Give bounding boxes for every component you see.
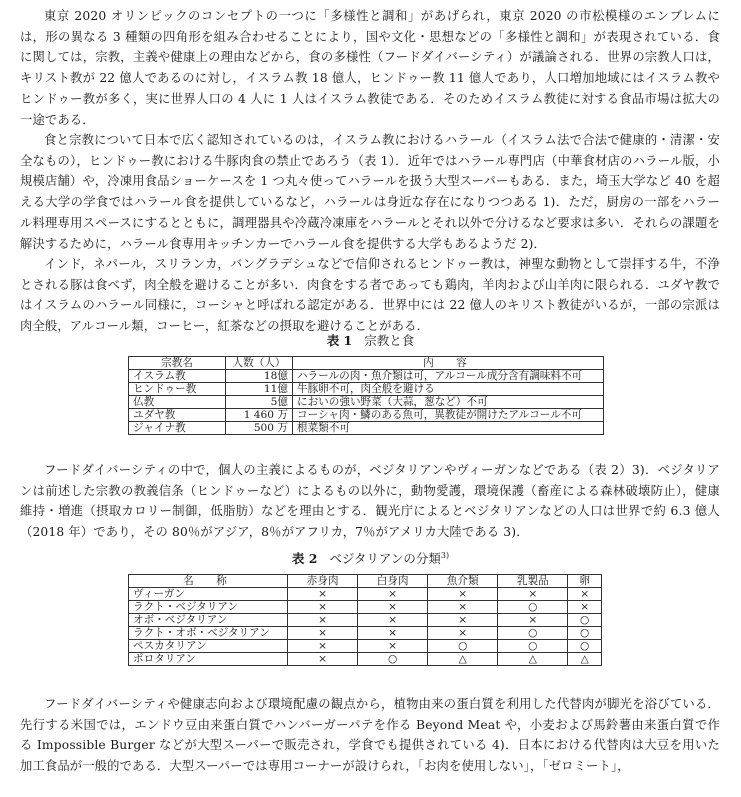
table2-col-red-meat: 赤身肉 [288, 575, 358, 588]
table1-cell: ヒンドゥー教 [129, 383, 226, 396]
table2-cell: ○ [498, 627, 568, 640]
table2-cell: ペスカタリアン [129, 640, 288, 653]
table2-caption [0, 551, 741, 567]
table-row [129, 409, 604, 422]
table2-cell: × [288, 588, 358, 601]
table1-cell: コーシャ肉・鱗のある魚可，異教徒が開けたアルコール不可 [293, 409, 604, 422]
table1-col-content: 内 容 [293, 357, 604, 370]
table2-cell: × [358, 588, 428, 601]
table1-cell: 1 460 万 [226, 409, 293, 422]
table2-cell: ○ [358, 653, 428, 666]
table1-cell: ハラールの肉・魚介類は可，アルコール成分含有調味料不可 [293, 370, 604, 383]
paragraph-2: 食と宗教について日本で広く認知されているのは，イスラム教におけるハラール（イスラム法で合法で健康的・清潔・安全なもの），ヒンドゥー教における牛豚肉食の禁止であろう（表 1）．近年ではハラール専門店（中華食材店のハラール版，小規模店舗）や，冷凍用食品ショーケースを 1 つ丸々使ってハラールを扱う大型スーパーもある．また，埼玉大学など 40 を超える大学の学食ではハラール食を提供しているなど，ハラールは身近な存在になりつつある 1)．ただ，厨房の一部をハラール料理専用スペースにするとともに，調理器具や冷蔵冷凍庫をハラールとそれ以外で分けるなど要求は多い．それらの課題を解決するために，ハラール食専用キッチンカーでハラール食を提供する大学もあるようだ 2)． [20, 133, 720, 251]
table2-cell: × [288, 614, 358, 627]
table2-cell: × [428, 627, 498, 640]
table1-cell: ジャイナ教 [129, 422, 226, 435]
table1-cell: においの強い野菜（大蒜，葱など）不可 [293, 396, 604, 409]
table2-header-row [129, 575, 602, 588]
table1-caption [0, 333, 741, 349]
table-row [129, 653, 602, 666]
table1-cell: 5億 [226, 396, 293, 409]
table2-cell: ○ [498, 601, 568, 614]
table-row [129, 422, 604, 435]
table2-cell: ○ [568, 640, 602, 653]
table1-header-row [129, 357, 604, 370]
paragraph-1: 東京 2020 オリンピックのコンセプトの一つに「多様性と調和」があげられ，東京 2020 の市松模様のエンブレムには，形の異なる 3 種類の四角形を組み合わせることにより，国や文化・思想などの「多様性と調和」が表現されている．食に関しては，宗教，主義や健康上の理由などから，食の多様性（フードダイバーシティ）が議論される．世界の宗教人口は，キリスト教が 22 億人であるのに対し，イスラム教 18 億人，ヒンドゥー教 11 億人であり，人口増加地域にはイスラム教やヒンドゥー教が多く，実に世界人口の 4 人に 1 人はイスラム教徒である．そのためイスラム教徒に対する食品市場は拡大の一途である． [20, 9, 720, 127]
paragraph-3: インド，ネパール，スリランカ，バングラデシュなどで信仰されるヒンドゥー教は，神聖な動物として崇拝する牛，不浄とされる豚は食べず，肉全般を避けることが多い．肉食をする者であっても鶏肉，羊肉および山羊肉に限られる．ユダヤ教ではイスラムのハラール同様に，コーシャと呼ばれる認定がある．世界中には 22 億人のキリスト教徒がいるが，一部の宗派は肉全般，アルコール類，コーヒー，紅茶などの摂取を避けることがある． [20, 257, 720, 334]
table2-cell: × [358, 627, 428, 640]
table2-cell: ラクト・オボ・ベジタリアン [129, 627, 288, 640]
table1-title: 宗教と食 [364, 333, 415, 348]
table1-cell: イスラム教 [129, 370, 226, 383]
table2-cell: × [358, 640, 428, 653]
table2-cell: ○ [498, 640, 568, 653]
table2-cell: △ [498, 653, 568, 666]
table2-cell: △ [568, 653, 602, 666]
table1-cell: 500 万 [226, 422, 293, 435]
table1-cell: 牛豚卵不可，肉全般を避ける [293, 383, 604, 396]
table2-title-ref: 3) [440, 550, 450, 560]
table2-cell: △ [428, 653, 498, 666]
table2-number: 表 2 [291, 551, 318, 566]
table2-cell: ○ [428, 640, 498, 653]
table-row [129, 370, 604, 383]
table-row [129, 627, 602, 640]
table1-cell: 根菜類不可 [293, 422, 604, 435]
table2-cell: × [288, 640, 358, 653]
table2-col-seafood: 魚介類 [428, 575, 498, 588]
table1-col-population: 人数（人） [226, 357, 293, 370]
table-row [129, 614, 602, 627]
table-row [129, 588, 602, 601]
table2-cell: × [358, 614, 428, 627]
table2-cell: × [498, 588, 568, 601]
table1-cell: ユダヤ教 [129, 409, 226, 422]
table2-cell: × [358, 601, 428, 614]
table1-number: 表 1 [326, 333, 353, 348]
table1-cell: 仏教 [129, 396, 226, 409]
table2-cell: × [288, 627, 358, 640]
table2-col-white-meat: 白身肉 [358, 575, 428, 588]
table2-cell: × [498, 614, 568, 627]
table1-cell: 18億 [226, 370, 293, 383]
table2-cell: ○ [568, 627, 602, 640]
table2-cell: オボ・ベジタリアン [129, 614, 288, 627]
table2-cell: ○ [568, 614, 602, 627]
table2-cell: × [428, 614, 498, 627]
table-row [129, 640, 602, 653]
table2-cell: × [568, 601, 602, 614]
paragraph-4: フードダイバーシティの中で，個人の主義によるものが，ベジタリアンやヴィーガンなどである（表 2）3)．ベジタリアンは前述した宗教の教義信条（ヒンドゥーなど）によるもの以外に，動物愛護，環境保護（畜産による森林破壊防止），健康維持・増進（摂取カロリー制御，低脂肪）などを理由とする．観光庁によるとベジタリアンなどの人口は世界で約 6.3 億人（2018 年）であり，その 80％がアジア，8％がアフリカ，7％がアメリカ大陸である 3)． [20, 463, 720, 540]
paragraph-5: フードダイバーシティや健康志向および環境配慮の観点から，植物由来の蛋白質を利用した代替肉が脚光を浴びている．先行する米国では，エンドウ豆由来蛋白質でハンバーガーパテを作る Beyond Meat や，小麦および馬鈴薯由来蛋白質で作る Impossible Burger などが大型スーパーで販売され，学食でも提供されている 4)．日本における代替肉は大豆を用いた加工食品が一般的である．大型スーパーでは専用コーナーが設けられ，「お肉を使用しない」，「ゼロミート」， [20, 697, 720, 774]
table2-cell: × [568, 588, 602, 601]
table2-cell: × [288, 653, 358, 666]
table2-cell: × [288, 601, 358, 614]
table2-title: ベジタリアンの分類 [329, 551, 441, 566]
table-row [129, 396, 604, 409]
table2-cell: ポロタリアン [129, 653, 288, 666]
table2-col-egg: 卵 [568, 575, 602, 588]
table-row [129, 383, 604, 396]
table1-cell: 11億 [226, 383, 293, 396]
table2-cell: × [428, 601, 498, 614]
table2-cell: ラクト・ベジタリアン [129, 601, 288, 614]
table-row [129, 601, 602, 614]
religion-food-table [128, 356, 604, 435]
vegetarian-classification-table [128, 574, 602, 666]
table2-cell: × [428, 588, 498, 601]
table2-col-dairy: 乳製品 [498, 575, 568, 588]
table1-col-religion: 宗教名 [129, 357, 226, 370]
table2-col-name: 名 称 [129, 575, 288, 588]
table2-cell: ヴィーガン [129, 588, 288, 601]
